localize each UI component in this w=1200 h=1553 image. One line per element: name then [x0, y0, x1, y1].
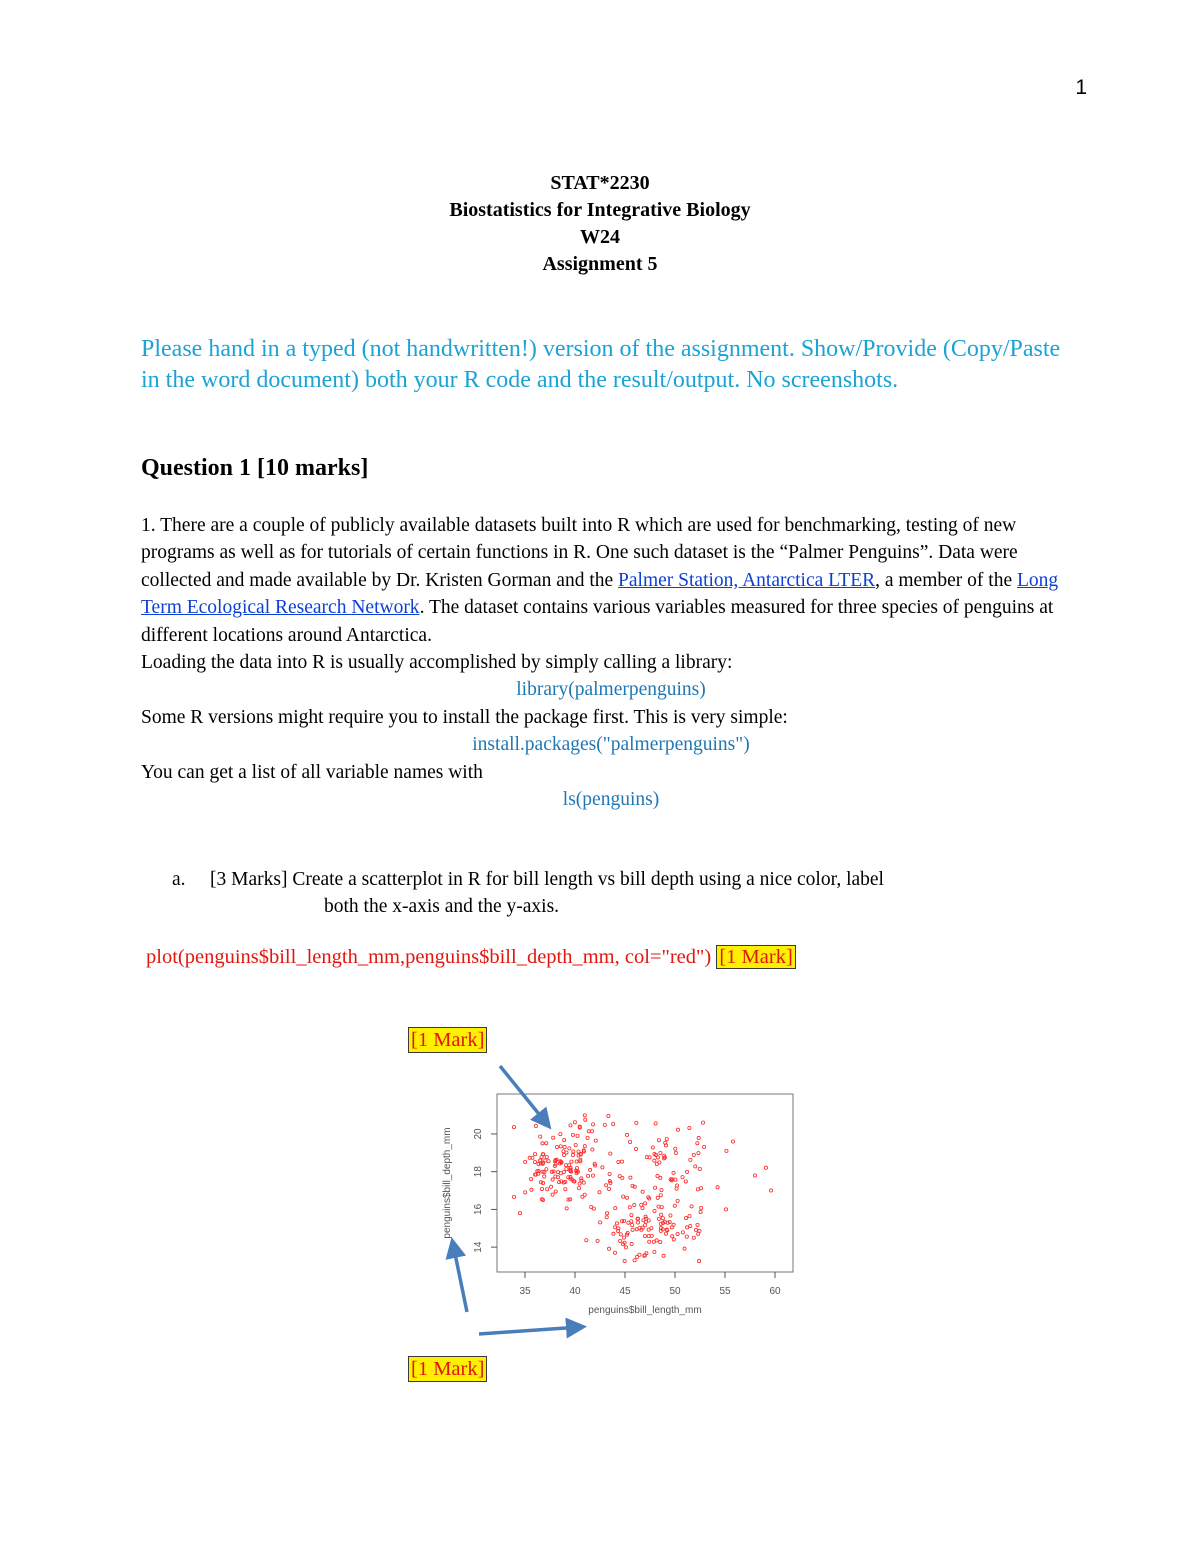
data-point: [681, 1176, 684, 1179]
data-point: [533, 1160, 536, 1163]
data-point: [590, 1130, 593, 1133]
data-point: [585, 1239, 588, 1242]
data-point: [607, 1114, 610, 1117]
data-point: [633, 1259, 636, 1262]
data-point: [653, 1159, 656, 1162]
data-point: [688, 1126, 691, 1129]
data-point: [692, 1153, 695, 1156]
load-text: Loading the data into R is usually accomplished by simply calling a library:: [141, 652, 733, 674]
data-point: [702, 1145, 705, 1148]
mark-badge-bottom: [1 Mark]: [408, 1356, 487, 1382]
data-point: [590, 1206, 593, 1209]
code-ls: ls(penguins): [562, 789, 660, 811]
data-point: [676, 1199, 679, 1202]
data-point: [619, 1239, 622, 1242]
data-point: [699, 1187, 702, 1190]
data-point: [701, 1121, 704, 1124]
data-point: [685, 1226, 688, 1229]
x-tick-label: 60: [769, 1286, 781, 1297]
data-point: [657, 1217, 660, 1220]
data-point: [518, 1212, 521, 1215]
data-point: [612, 1123, 615, 1126]
data-point: [674, 1151, 677, 1154]
data-point: [671, 1235, 674, 1238]
data-point: [692, 1236, 695, 1239]
data-point: [697, 1259, 700, 1262]
lter-network-link[interactable]: Long Term Ecological Research Network: [141, 569, 1059, 619]
data-point: [665, 1137, 668, 1140]
data-point: [599, 1221, 602, 1224]
data-point: [584, 1118, 587, 1121]
data-point: [625, 1133, 628, 1136]
data-point: [596, 1239, 599, 1242]
data-point: [601, 1166, 604, 1169]
data-point: [552, 1136, 555, 1139]
data-point: [656, 1196, 659, 1199]
data-point: [651, 1146, 654, 1149]
data-point: [660, 1213, 663, 1216]
data-point: [586, 1174, 589, 1177]
data-point: [569, 1124, 572, 1127]
data-point: [635, 1121, 638, 1124]
data-point: [563, 1145, 566, 1148]
data-point: [753, 1174, 756, 1177]
data-point: [555, 1145, 558, 1148]
data-point: [689, 1158, 692, 1161]
data-point: [575, 1160, 578, 1163]
data-point: [659, 1151, 662, 1154]
data-point: [631, 1228, 634, 1231]
data-point: [654, 1122, 657, 1125]
data-point: [609, 1152, 612, 1155]
data-point: [696, 1223, 699, 1226]
data-point: [614, 1207, 617, 1210]
y-tick-label: 16: [473, 1203, 484, 1215]
data-point: [539, 1135, 542, 1138]
data-point: [681, 1231, 684, 1234]
data-point: [546, 1188, 549, 1191]
data-point: [608, 1172, 611, 1175]
y-axis: [473, 1128, 497, 1253]
data-point: [550, 1185, 553, 1188]
data-point: [669, 1214, 672, 1217]
data-point: [664, 1232, 667, 1235]
data-point: [648, 1240, 651, 1243]
data-point: [565, 1207, 568, 1210]
data-point: [622, 1236, 625, 1239]
data-point: [622, 1195, 625, 1198]
data-point: [647, 1228, 650, 1231]
data-point: [654, 1186, 657, 1189]
data-point: [512, 1125, 515, 1128]
data-point: [686, 1170, 689, 1173]
data-point: [583, 1114, 586, 1117]
data-point: [551, 1178, 554, 1181]
x-tick-label: 40: [569, 1286, 581, 1297]
data-point: [655, 1239, 658, 1242]
data-point: [623, 1259, 626, 1262]
data-point: [571, 1133, 574, 1136]
data-point: [634, 1147, 637, 1150]
data-point: [694, 1165, 697, 1168]
data-point: [657, 1139, 660, 1142]
arrow-to-y-label: [453, 1244, 467, 1312]
data-point: [620, 1160, 623, 1163]
arrow-to-x-label: [479, 1327, 580, 1334]
data-point: [545, 1156, 548, 1159]
data-point: [690, 1205, 693, 1208]
data-point: [660, 1189, 663, 1192]
data-point: [731, 1140, 734, 1143]
data-point: [699, 1210, 702, 1213]
data-point: [559, 1145, 562, 1148]
data-point: [672, 1238, 675, 1241]
data-point: [657, 1205, 660, 1208]
data-point: [530, 1188, 533, 1191]
data-point: [683, 1247, 686, 1250]
data-point: [605, 1216, 608, 1219]
x-tick-label: 35: [519, 1286, 531, 1297]
data-point: [641, 1190, 644, 1193]
data-point: [675, 1187, 678, 1190]
data-point: [628, 1206, 631, 1209]
data-point: [554, 1190, 557, 1193]
data-point: [653, 1209, 656, 1212]
data-point: [655, 1163, 658, 1166]
data-point: [574, 1143, 577, 1146]
data-point: [689, 1224, 692, 1227]
data-point: [551, 1193, 554, 1196]
data-point: [696, 1142, 699, 1145]
intro-text-1: 1. There are a couple of publicly available datasets built into R which are used for benchmarking, testing of new programs as well as for tutorials of certain functions in R. One such dataset is the “Palmer Penguins”. Data were collected and made available by Dr. Kristen Gorman and the: [141, 515, 1018, 591]
y-tick-label: 20: [473, 1128, 484, 1140]
data-point: [630, 1220, 633, 1223]
data-point: [697, 1152, 700, 1155]
data-point: [598, 1191, 601, 1194]
data-point: [661, 1217, 664, 1220]
data-point: [570, 1160, 573, 1163]
data-point: [572, 1150, 575, 1153]
data-point: [684, 1180, 687, 1183]
data-point: [653, 1250, 656, 1253]
data-point: [587, 1130, 590, 1133]
data-point: [577, 1150, 580, 1153]
data-point: [563, 1153, 566, 1156]
data-point: [659, 1194, 662, 1197]
data-point: [633, 1203, 636, 1206]
intro-text-3: . The dataset contains various variables measured for three species of penguins at different locations around Antarctica.: [141, 597, 1054, 646]
data-point: [641, 1206, 644, 1209]
data-point: [565, 1167, 568, 1170]
data-point: [583, 1193, 586, 1196]
data-point: [725, 1149, 728, 1152]
data-point: [644, 1202, 647, 1205]
code-install: install.packages("palmerpenguins"): [472, 734, 750, 756]
y-tick-label: 14: [473, 1241, 484, 1253]
data-point: [603, 1123, 606, 1126]
data-point: [618, 1175, 621, 1178]
y-axis-label: penguins$bill_depth_mm: [442, 1127, 453, 1239]
data-point: [534, 1124, 537, 1127]
part-a-text-2: both the x-axis and the y-axis.: [324, 896, 560, 918]
data-point: [573, 1121, 576, 1124]
data-point: [591, 1123, 594, 1126]
data-point: [571, 1154, 574, 1157]
data-point: [591, 1148, 594, 1151]
data-point: [625, 1196, 628, 1199]
data-point: [544, 1159, 547, 1162]
data-point: [617, 1160, 620, 1163]
data-point: [541, 1142, 544, 1145]
data-point: [636, 1255, 639, 1258]
data-point: [769, 1189, 772, 1192]
data-point: [624, 1246, 627, 1249]
data-point: [543, 1175, 546, 1178]
course-title: Biostatistics for Integrative Biology: [449, 199, 751, 221]
data-point: [688, 1215, 691, 1218]
data-point: [640, 1203, 643, 1206]
data-point: [694, 1228, 697, 1231]
data-point: [716, 1186, 719, 1189]
data-point: [697, 1136, 700, 1139]
data-point: [675, 1184, 678, 1187]
data-point: [620, 1220, 623, 1223]
data-point: [547, 1160, 550, 1163]
data-point: [636, 1221, 639, 1224]
data-point: [659, 1176, 662, 1179]
data-point: [545, 1142, 548, 1145]
data-point: [530, 1178, 533, 1181]
data-point: [696, 1188, 699, 1191]
data-point: [629, 1140, 632, 1143]
data-point: [670, 1226, 673, 1229]
data-point: [698, 1167, 701, 1170]
data-point: [698, 1229, 701, 1232]
part-a-label: a.: [172, 869, 186, 890]
data-point: [643, 1235, 646, 1238]
submission-instructions: Please hand in a typed (not handwritten!) version of the assignment. Show/Provide (Copy/Paste in the word document) both your R code and the result/output. No screenshots.: [141, 336, 1061, 393]
course-code: STAT*2230: [550, 172, 650, 194]
mark-badge-top: [1 Mark]: [408, 1027, 487, 1053]
data-point: [607, 1247, 610, 1250]
x-tick-label: 55: [719, 1286, 731, 1297]
list-text: You can get a list of all variable names with: [141, 761, 483, 783]
x-tick-label: 45: [619, 1286, 631, 1297]
data-point: [583, 1145, 586, 1148]
code-library: library(palmerpenguins): [516, 679, 706, 701]
data-point: [619, 1233, 622, 1236]
data-point: [676, 1232, 679, 1235]
data-point: [660, 1206, 663, 1209]
part-a-text-1: [3 Marks] Create a scatterplot in R for bill length vs bill depth using a nice color, label: [210, 869, 884, 890]
assignment-title: Assignment 5: [542, 253, 658, 275]
mark-badge-inline: [1 Mark]: [716, 945, 795, 969]
data-point: [612, 1232, 615, 1235]
y-tick-label: 18: [473, 1166, 484, 1178]
data-point: [586, 1136, 589, 1139]
data-point: [577, 1187, 580, 1190]
data-point: [700, 1206, 703, 1209]
data-point: [605, 1184, 608, 1187]
data-point: [578, 1182, 581, 1185]
data-point: [659, 1240, 662, 1243]
data-point: [564, 1164, 567, 1167]
data-point: [764, 1166, 767, 1169]
data-point: [591, 1174, 594, 1177]
data-point: [559, 1132, 562, 1135]
data-point: [568, 1147, 571, 1150]
palmer-station-link[interactable]: Palmer Station, Antarctica LTER: [618, 569, 876, 591]
data-point: [533, 1153, 536, 1156]
data-point: [676, 1128, 679, 1131]
intro-text-2: , a member of the: [875, 569, 1017, 591]
data-point: [540, 1187, 543, 1190]
data-point: [564, 1188, 567, 1191]
data-point: [630, 1213, 633, 1216]
data-point: [662, 1254, 665, 1257]
term: W24: [580, 226, 620, 248]
data-point: [629, 1176, 632, 1179]
data-point: [672, 1171, 675, 1174]
data-point: [673, 1204, 676, 1207]
data-point: [594, 1139, 597, 1142]
arrow-to-plot: [500, 1066, 547, 1124]
data-point: [605, 1212, 608, 1215]
data-point: [607, 1187, 610, 1190]
install-text: Some R versions might require you to install the package first. This is very simple:: [141, 706, 788, 728]
data-points: [512, 1114, 772, 1263]
data-point: [524, 1191, 527, 1194]
data-point: [615, 1222, 618, 1225]
data-point: [724, 1208, 727, 1211]
data-point: [643, 1224, 646, 1227]
data-point: [524, 1160, 527, 1163]
data-point: [563, 1139, 566, 1142]
data-point: [684, 1216, 687, 1219]
data-point: [668, 1220, 671, 1223]
data-point: [580, 1179, 583, 1182]
data-point: [613, 1251, 616, 1254]
question-1-heading: Question 1 [10 marks]: [141, 455, 369, 481]
data-point: [630, 1242, 633, 1245]
data-point: [685, 1235, 688, 1238]
x-axis: [519, 1272, 781, 1297]
data-point: [613, 1226, 616, 1229]
x-tick-label: 50: [669, 1286, 681, 1297]
page-number: 1: [1075, 76, 1087, 99]
answer-code: plot(penguins$bill_length_mm,penguins$bill_depth_mm, col="red"): [146, 946, 712, 968]
data-point: [674, 1147, 677, 1150]
data-point: [576, 1134, 579, 1137]
data-point: [631, 1223, 634, 1226]
data-point: [589, 1168, 592, 1171]
x-axis-label: penguins$bill_length_mm: [588, 1305, 702, 1316]
data-point: [512, 1195, 515, 1198]
